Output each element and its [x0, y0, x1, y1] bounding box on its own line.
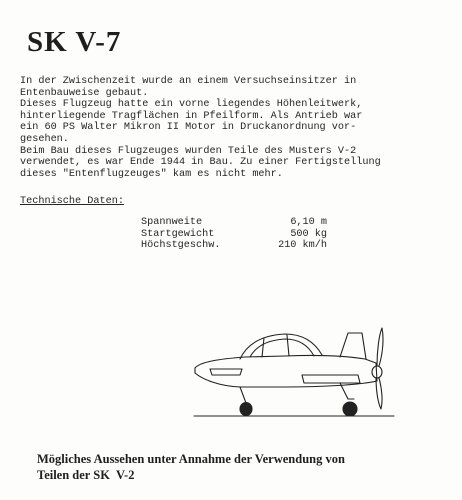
- spec-row-speed: [141, 240, 327, 252]
- main-wheel: [343, 402, 357, 416]
- paragraph-1: In der Zwischenzeit wurde an einem Versuchseinsitzer in Entenbauweise gebaut.: [20, 76, 357, 99]
- fuselage-outline: [195, 355, 377, 387]
- caption-line-1: Mögliches Aussehen unter Annahme der Verwendung von: [37, 452, 345, 466]
- spec-value: 500 kg: [290, 228, 327, 240]
- caption-line-2: Teilen der SK V-2: [37, 468, 135, 482]
- spec-value: 6,10 m: [290, 217, 327, 228]
- nose-gear-strut: [240, 387, 246, 403]
- wing-outline: [302, 375, 360, 383]
- spec-row-weight: [141, 229, 327, 241]
- page-title: SK V-7: [27, 26, 122, 58]
- spec-label: Startgewicht: [141, 228, 215, 240]
- spec-label: Spannweite: [141, 217, 203, 228]
- paragraph-3: Beim Bau dieses Flugzeuges wurden Teile des Musters V-2 verwendet, es war Ende 1944 in Bau. Zu einer Fertigstellung dieses "Entenflugzeuges" kam es nicht mehr.: [20, 145, 381, 180]
- propeller-blade-top: [377, 328, 383, 366]
- description-text: [20, 76, 450, 180]
- aircraft-sketch: [190, 313, 400, 421]
- fin-outline: [340, 333, 366, 359]
- spec-value: 210 km/h: [278, 240, 327, 252]
- spec-row-span: [141, 217, 327, 229]
- propeller-blade-bottom: [376, 378, 382, 409]
- tech-data-heading: Technische Daten:: [20, 196, 124, 207]
- spec-table: [141, 217, 327, 252]
- nose-wheel: [240, 403, 252, 416]
- paragraph-2: Dieses Flugzeug hatte ein vorne liegendes Höhenleitwerk, hinterliegende Tragflächen in Pfeilform. Als Antrieb war ein 60 PS Walter Mikron II Motor in Druckanordnung vor- gesehen.: [20, 99, 363, 145]
- figure-caption: [37, 451, 457, 483]
- canard-outline: [210, 369, 242, 375]
- spec-label: Höchstgeschw.: [141, 240, 221, 252]
